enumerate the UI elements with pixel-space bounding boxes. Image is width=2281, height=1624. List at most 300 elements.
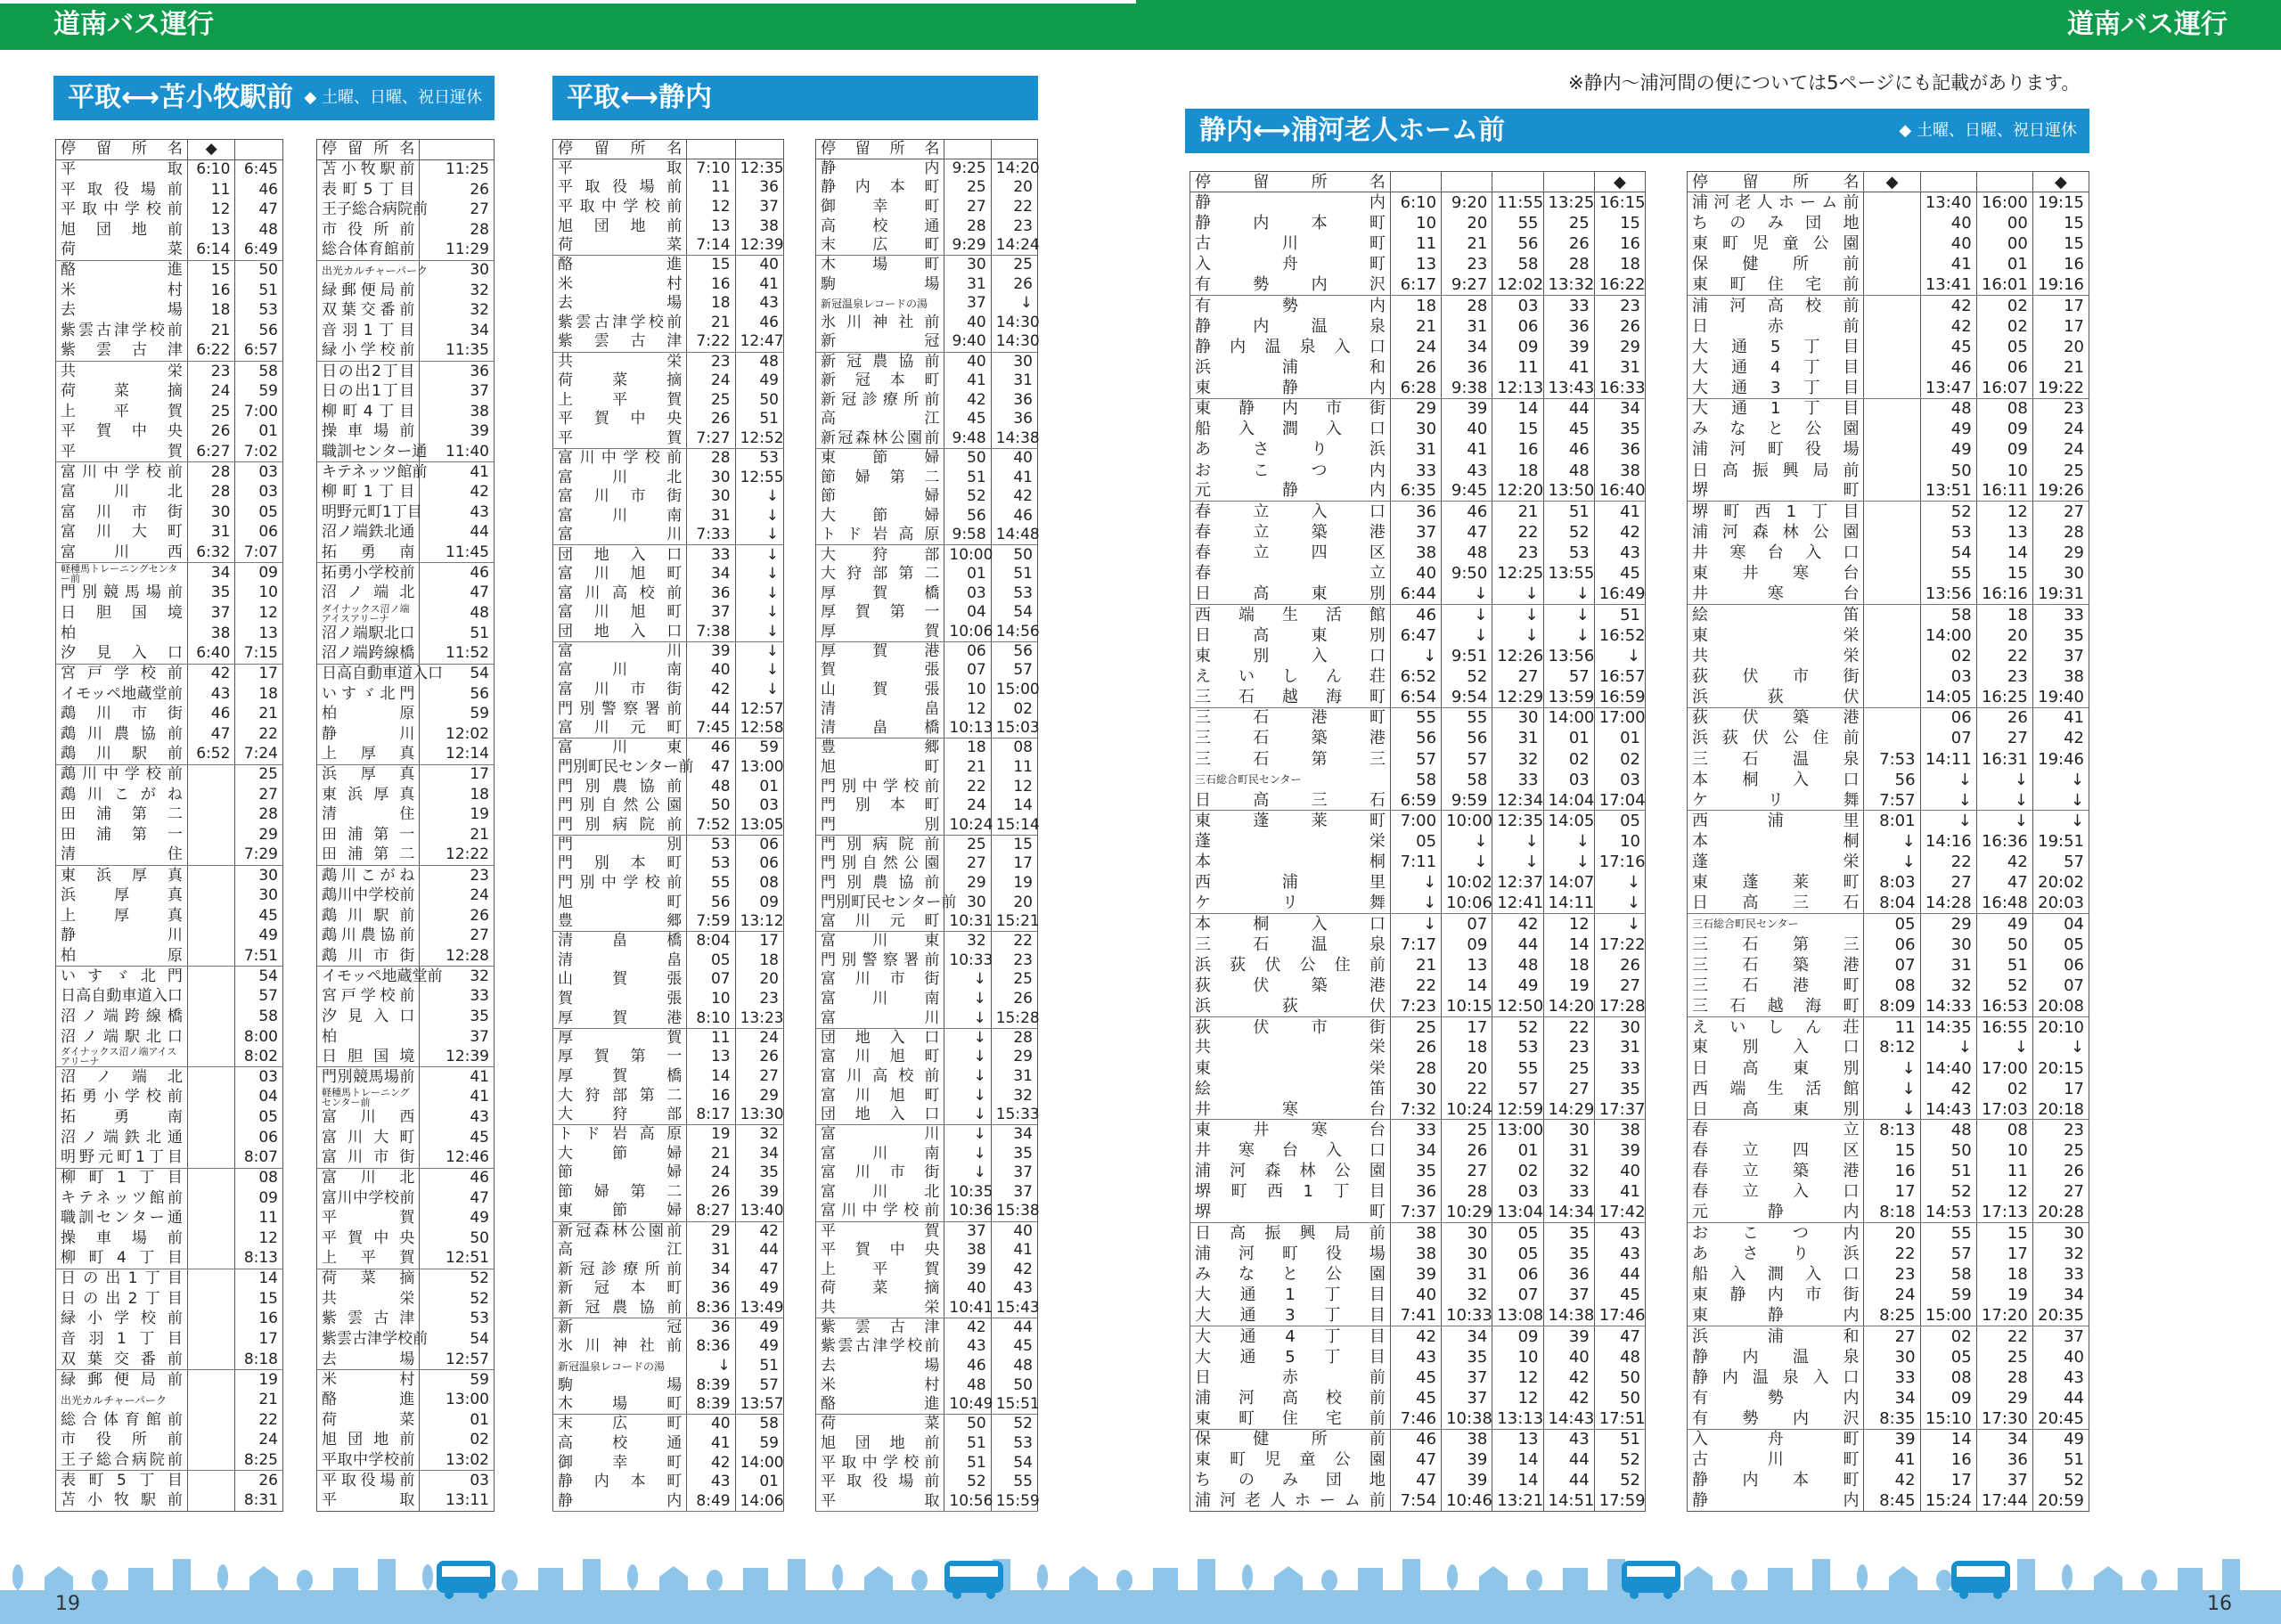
table-row [1190,398,1646,419]
table-row [1190,295,1646,315]
departure-time: 34 [187,563,235,583]
table-row [1688,955,2089,975]
stop-name: 柏原 [317,704,420,724]
table-row [56,825,283,845]
departure-time: ↓ [1920,811,1976,831]
table-row [1688,1285,2089,1305]
stop-name: 大通4丁目 [1190,1326,1391,1346]
stop-name: 富川南 [553,507,687,526]
departure-time: 09 [1976,439,2032,460]
departure-time: 23 [420,866,495,886]
table-row [1190,975,1646,996]
table-row [1688,1326,2089,1346]
departure-time: 32 [1543,1161,1594,1181]
table-row [816,274,1038,294]
stop-name: 東井寒台 [1688,563,1864,583]
departure-time: 30 [1442,1223,1492,1244]
departure-time: 13:12 [735,912,783,932]
departure-time: 33 [420,986,495,1007]
stop-name: 荻伏築港 [1688,707,1864,728]
departure-time: 36 [687,1279,735,1299]
table-row [816,951,1038,970]
departure-time: 48 [235,220,283,241]
column-header-trip: ◆ [1594,172,1645,192]
departure-time: 01 [235,421,283,442]
column-header-stop-name: 停留所名 [1688,172,1864,192]
departure-time: 44 [991,1318,1037,1337]
stop-name: 市役所前 [56,1431,188,1451]
departure-time: 11:55 [1492,192,1543,213]
departure-time [187,1431,235,1451]
stop-name: トド岩高原 [553,1125,687,1145]
departure-time: 7:46 [1390,1408,1441,1429]
table-row [317,1067,495,1088]
stop-name: 日高東別 [1688,1099,1864,1120]
stop-name: 三石第三 [1688,934,1864,955]
table-row [317,502,495,523]
departure-time: ↓ [1442,625,1492,646]
departure-time: 22 [944,777,991,796]
departure-time: 46 [735,314,783,333]
stop-name: 富川 [816,1008,944,1028]
departure-time [187,1450,235,1471]
departure-time: 13:41 [1920,274,1976,295]
departure-time [187,1370,235,1391]
departure-time: 52 [420,1269,495,1289]
departure-time: 21 [944,758,991,778]
stop-name: 日高東別 [1190,625,1391,646]
stop-name: 新冠 [816,332,944,352]
departure-time: 15:00 [1920,1305,1976,1326]
departure-time: 6:22 [187,341,235,362]
departure-time [1864,728,1920,748]
departure-time: 16 [1594,233,1645,254]
departure-time: 36 [1543,1264,1594,1285]
departure-time: 40 [991,449,1037,469]
stop-name: 静内 [553,1492,687,1512]
departure-time [187,1249,235,1269]
table-row [1688,748,2089,769]
departure-time: 42 [991,1260,1037,1279]
departure-time: 10:33 [944,951,991,970]
table-row [816,893,1038,912]
departure-time: 03 [235,482,283,502]
departure-time: 13:50 [1543,481,1594,502]
stop-name: 静内温泉入口 [1190,337,1391,357]
table-row [1688,1429,2089,1449]
stop-name: 共栄 [1190,1037,1391,1057]
table-row [56,1249,283,1269]
stop-name: 西端生活館 [1190,604,1391,624]
departure-time: 23 [735,990,783,1009]
stop-name: 春立 [1688,1120,1864,1140]
departure-time: 12:14 [420,745,495,765]
table-header-row [317,140,495,160]
table-row [553,178,784,198]
table-row [1688,1408,2089,1429]
stop-name: 平賀中央 [317,1228,420,1249]
departure-time: 16:48 [1976,893,2032,913]
stop-name: ダイナックス沼ノ端アイスアリーナ [56,1047,188,1067]
stop-name: 平取役場前 [553,178,687,198]
table-header-row [553,140,784,159]
departure-time: 8:36 [687,1299,735,1318]
departure-time: 54 [991,603,1037,623]
stop-name: 山賀張 [816,681,944,700]
departure-time: 7:29 [235,845,283,866]
departure-time: 15 [187,260,235,281]
departure-time: 04 [2032,914,2089,934]
stop-name: 日の出1丁目 [317,381,420,402]
stop-name: 三石越海町 [1688,996,1864,1016]
departure-time: 12 [991,777,1037,796]
departure-time: 14:56 [991,623,1037,642]
table-row [317,745,495,765]
departure-time: 45 [1390,1388,1441,1408]
departure-time: 07 [1442,914,1492,934]
departure-time [187,825,235,845]
column-header-trip: ◆ [2032,172,2089,192]
departure-time: 27 [235,785,283,805]
departure-time: 18 [235,684,283,705]
departure-time: 17:20 [1976,1305,2032,1326]
departure-time: 25 [2032,1140,2089,1161]
departure-time: 30 [1390,1079,1441,1099]
departure-time: 41 [991,1241,1037,1261]
departure-time: 06 [235,1128,283,1148]
departure-time: 7:33 [687,526,735,545]
departure-time: ↓ [2032,811,2089,831]
departure-time: 36 [991,410,1037,429]
table-row [816,1318,1038,1337]
stop-name: 賀張 [816,661,944,681]
stop-name: 門別中学校前 [553,874,687,894]
departure-time: 8:18 [235,1350,283,1370]
departure-time: 57 [2032,852,2089,872]
table-row [816,1279,1038,1299]
departure-time: 7:22 [687,332,735,352]
stop-name: 共栄 [317,1289,420,1310]
stop-name: 節婦 [816,487,944,507]
departure-time: 50 [420,1228,495,1249]
table-row [56,946,283,967]
stop-name: 春立入口 [1688,1181,1864,1202]
departure-time: 11:29 [420,241,495,261]
stop-name: 日の出1丁目 [56,1269,188,1289]
departure-time: 04 [944,603,991,623]
table-row [1190,687,1646,707]
departure-time: 33 [1594,1058,1645,1079]
departure-time: 54 [420,1329,495,1350]
stop-name: 平賀 [56,442,188,462]
departure-time: 31 [1594,1037,1645,1057]
departure-time: 08 [1976,398,2032,419]
departure-time: 43 [1594,1244,1645,1264]
table-header-row [816,140,1038,159]
stop-name: 富川中学校前 [816,1202,944,1221]
departure-time: 7:00 [1390,811,1441,831]
stop-name: 富川中学校前 [317,1188,420,1209]
departure-time: 03 [235,462,283,483]
table-row [553,932,784,951]
departure-time: 9:45 [1442,481,1492,502]
departure-time: 32 [2032,1244,2089,1264]
stop-name: 門別競馬場前 [56,583,188,604]
stop-name: 荷菜 [816,1415,944,1434]
timetable-shizunai-to-urakawa [1190,171,1646,1512]
departure-time: 11:45 [420,543,495,563]
departure-time: 51 [735,1357,783,1376]
table-row [553,1395,784,1415]
departure-time: 46 [1390,604,1441,624]
departure-time: 57 [235,986,283,1007]
departure-time: 10:00 [1442,811,1492,831]
table-row [317,906,495,926]
stop-name: 団地入口 [816,1106,944,1125]
departure-time: ↓ [2032,770,2089,790]
stop-name: 堺町 [1688,481,1864,502]
table-row [56,462,283,483]
table-row [1190,852,1646,872]
departure-time: 43 [735,294,783,314]
departure-time: 10:49 [944,1395,991,1415]
departure-time: 6:57 [235,341,283,362]
departure-time: 20 [991,178,1037,198]
stop-name: 節婦第二 [553,1183,687,1203]
stop-name: 平取役場前 [816,1473,944,1492]
table-row [553,1337,784,1357]
stop-name: 大通3丁目 [1190,1305,1391,1326]
departure-time: 27 [1864,1326,1920,1346]
departure-time: 8:35 [1864,1408,1920,1429]
stop-name: 新冠診療所前 [816,390,944,410]
departure-time: 9:29 [944,236,991,256]
table-row [1190,1285,1646,1305]
departure-time: 59 [420,1370,495,1391]
departure-time: 24 [2032,419,2089,439]
stop-name: 大通4丁目 [1688,357,1864,378]
table-row [317,381,495,402]
departure-time: 14 [1543,934,1594,955]
stop-name: 富川東 [816,932,944,951]
column-header-stop-name: 停留所名 [553,140,687,159]
stop-name: 大節婦 [553,1144,687,1163]
stop-name: みなと公園 [1190,1264,1391,1285]
stop-name: 日胆国境 [56,603,188,624]
departure-time: 58 [235,1007,283,1027]
table-row [1688,1367,2089,1388]
departure-time: 12:47 [735,332,783,352]
departure-time: ↓ [735,507,783,526]
departure-time: 48 [1492,955,1543,975]
timetable-biratori-to-tomakomai [55,139,283,1512]
departure-time: 12:39 [420,1047,495,1067]
stop-name: 平取中学校前 [553,198,687,217]
departure-time: 01 [944,565,991,584]
departure-time: 15 [1594,213,1645,233]
departure-time: 49 [1492,975,1543,996]
departure-time: 7:00 [235,402,283,422]
departure-time: 44 [1492,934,1543,955]
stop-name: 米村 [553,274,687,294]
stop-name: 平取 [553,159,687,178]
stop-name: 入舟町 [1190,254,1391,274]
departure-time: 02 [1920,646,1976,666]
departure-time: 43 [420,1107,495,1128]
table-row [1688,687,2089,707]
departure-time: 14:33 [1920,996,1976,1016]
table-row [1688,357,2089,378]
departure-time [1864,274,1920,295]
departure-time: 10 [687,990,735,1009]
table-row [553,216,784,236]
departure-time: 09 [1976,419,2032,439]
departure-time: 19:46 [2032,748,2089,769]
stop-name: 富川南 [553,661,687,681]
departure-time: 48 [991,1357,1037,1376]
table-row [553,1183,784,1203]
departure-time: 22 [235,1410,283,1431]
departure-time: 15 [2032,213,2089,233]
stop-name: 清畠 [553,951,687,970]
departure-time: 34 [1390,1140,1441,1161]
departure-time: 28 [187,462,235,483]
departure-time: 09 [235,563,283,583]
departure-time: 25 [944,835,991,854]
table-row [56,200,283,220]
departure-time: 23 [1543,1037,1594,1057]
table-row [1190,1347,1646,1367]
table-row [816,198,1038,217]
stop-name: 厚賀 [553,1028,687,1048]
departure-time: 37 [420,1027,495,1048]
departure-time: 40 [687,661,735,681]
departure-time: 16:52 [1594,625,1645,646]
stop-name: 堺町西1丁目 [1190,1181,1391,1202]
departure-time: 47 [420,1188,495,1209]
table-row [816,699,1038,719]
stop-name: 御幸町 [553,1453,687,1473]
departure-time: 31 [1442,315,1492,336]
table-row [553,1376,784,1396]
departure-time: 41 [1442,439,1492,460]
departure-time: 50 [1976,934,2032,955]
departure-time: ↓ [1594,893,1645,913]
stop-name: 三石温泉 [1190,934,1391,955]
departure-time: 48 [1920,398,1976,419]
table-row [56,624,283,644]
departure-time: 16:22 [1594,274,1645,295]
table-row [1688,295,2089,315]
departure-time: 45 [991,1337,1037,1357]
stop-name: 共栄 [56,362,188,382]
departure-time: 58 [1920,604,1976,624]
departure-time: 37 [1976,1470,2032,1490]
departure-time: 6:40 [187,644,235,665]
table-row [1190,1326,1646,1346]
stop-name: ケリ舞 [1190,893,1391,913]
stop-name: 清畠橋 [816,719,944,739]
departure-time: 26 [1594,315,1645,336]
table-row [56,906,283,926]
stop-name: 日高自動車道入口 [317,664,420,684]
stop-name: 去場 [816,1357,944,1376]
table-row [56,362,283,382]
table-row [1190,1099,1646,1120]
departure-time: 02 [1543,748,1594,769]
departure-time: 36 [1390,1181,1441,1202]
departure-time: ↓ [687,1357,735,1376]
stop-name: 荷菜 [56,241,188,261]
stop-name: 本桐入口 [1190,914,1391,934]
departure-time: 16 [235,1310,283,1330]
departure-time: 42 [1920,1079,1976,1099]
stop-name: 日の出2丁目 [56,1289,188,1310]
departure-time: 39 [1543,337,1594,357]
departure-time: 57 [991,661,1037,681]
table-row [317,462,495,483]
departure-time: 19:51 [2032,831,2089,852]
departure-time: 12:59 [1492,1099,1543,1120]
stop-name: 紫雲古津 [317,1310,420,1330]
departure-time: 22 [991,198,1037,217]
departure-time: ↓ [1390,646,1441,666]
departure-time: 56 [1492,233,1543,254]
departure-time: 10:29 [1442,1203,1492,1223]
departure-time: 57 [1920,1244,1976,1264]
stop-name: 清住 [56,845,188,866]
stop-name: 操車場前 [317,421,420,442]
departure-time: 46 [1390,1429,1441,1449]
departure-time: ↓ [944,1028,991,1048]
departure-time: 48 [1543,460,1594,480]
departure-time: 16 [187,281,235,301]
departure-time [187,1208,235,1228]
stop-name: 節婦第二 [816,468,944,487]
departure-time: 10 [235,583,283,604]
departure-time: 6:44 [1390,583,1441,604]
departure-time: 01 [420,1410,495,1431]
departure-time: 10:02 [1442,872,1492,893]
table-row [317,1289,495,1310]
stop-name: 酪進 [317,1390,420,1410]
departure-time: 38 [735,216,783,236]
departure-time: 22 [1442,1079,1492,1099]
departure-time: 9:50 [1442,563,1492,583]
stop-name: 門別警察署前 [816,951,944,970]
departure-time: 56 [944,507,991,526]
departure-time: 9:38 [1442,378,1492,398]
table-row [317,724,495,745]
departure-time: 12:46 [420,1148,495,1169]
departure-time: ↓ [1543,852,1594,872]
stop-name: 旭団地前 [317,1431,420,1451]
table-header-row [1688,172,2089,192]
stop-name: 荻伏築港 [1190,975,1391,996]
timetable-urakawa-to-shizunai [1687,171,2089,1512]
stop-name: 柳町4丁目 [56,1249,188,1269]
table-row [816,1221,1038,1241]
departure-time: 53 [1543,543,1594,563]
departure-time: 25 [1543,213,1594,233]
departure-time: 03 [235,1067,283,1088]
table-row [317,603,495,624]
table-row [1190,1408,1646,1429]
departure-time: 17 [235,664,283,684]
departure-time: 39 [1543,1326,1594,1346]
stop-name: 紫雲古津学校前 [553,314,687,333]
table-row [816,758,1038,778]
